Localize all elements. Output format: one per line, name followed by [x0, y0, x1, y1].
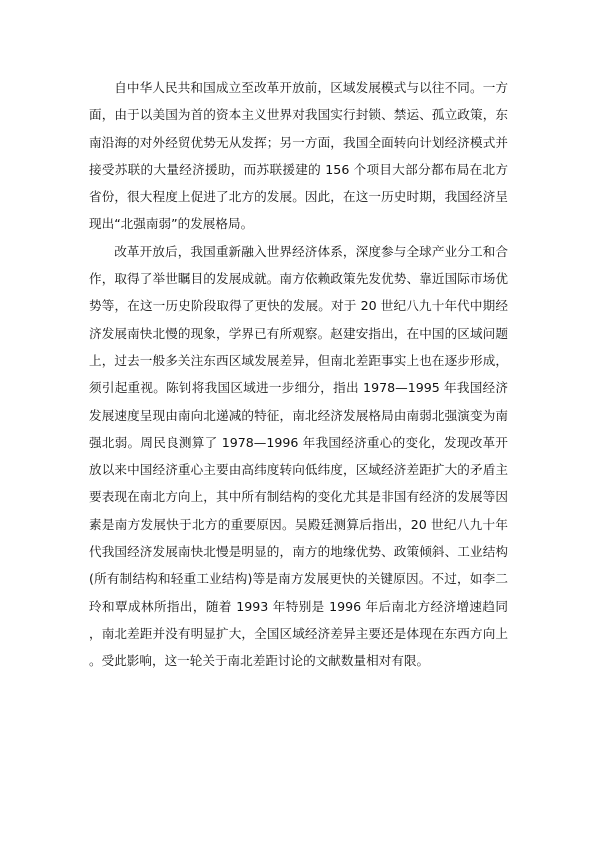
paragraph: 自中华人民共和国成立至改革开放前，区域发展模式与以往不同。一方面，由于以美国为首的资本主义世界对我国实行封锁、禁运、孤立政策，东南沿海的对外经贸优势无从发挥；另一方面，我国全面转向计划经济模式并接受苏联的大量经济援助，而苏联援建的 156 个项目大部分都布局在北方省份，很大程度上促进了北方的发展。因此，在这一历史时期，我国经济呈现出“北强南弱”的发展格局。: [89, 80, 508, 232]
body-text: [89, 74, 508, 675]
paragraph: 改革开放后，我国重新融入世界经济体系，深度参与全球产业分工和合作，取得了举世瞩目的发展成就。南方依赖政策先发优势、靠近国际市场优势等，在这一历史阶段取得了更快的发展。对于 20 世纪八九十年代中期经济发展南快北慢的现象，学界已有所观察。赵建安指出，在中国的区域问题上，过去一般多关注东西区域发展差异，但南北差距事实上也在逐步形成，须引起重视。陈钊将我国区域进一步细分，指出 1978—1995 年我国经济发展速度呈现由南向北递减的特征，南北经济发展格局由南弱北强演变为南强北弱。周民良测算了 1978—1996 年我国经济重心的变化，发现改革开放以来中国经济重心主要由高纬度转向低纬度，区域经济差距扩大的矛盾主要表现在南北方向上，其中所有制结构的变化尤其是非国有经济的发展等因素是南方发展快于北方的重要原因。吴殿廷测算后指出，20 世纪八九十年代我国经济发展南快北慢是明显的，南方的地缘优势、政策倾斜、工业结构(所有制结构和轻重工业结构)等是南方发展更快的关键原因。不过，如李二玲和覃成林所指出，随着 1993 年特别是 1996 年后南北方经济增速趋同，南北差距并没有明显扩大，全国区域经济差异主要还是体现在东西方向上。受此影响，这一轮关于南北差距讨论的文献数量相对有限。: [89, 243, 508, 669]
